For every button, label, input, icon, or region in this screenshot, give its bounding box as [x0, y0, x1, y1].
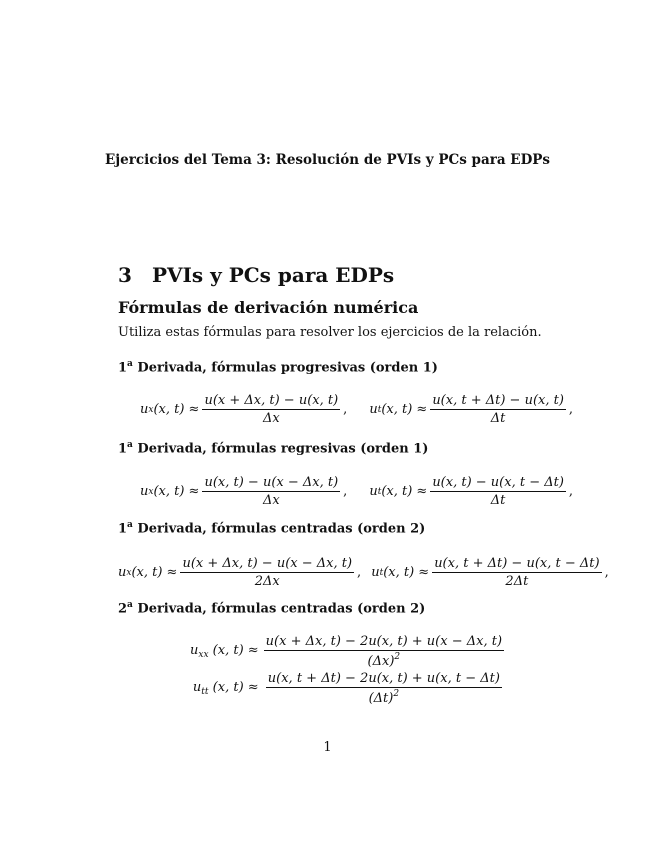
page-number: 1	[323, 740, 332, 755]
fraction-ux-central: $\frac{u(x + \Delta x, t) - u(x - \Delta x, t)}{2\Delta x}$	[182, 556, 353, 589]
intro-paragraph: Utiliza estas fórmulas para resolver los ejercicios de la relación.	[118, 325, 542, 340]
lhs-uxx: $u_{xx}$ (x, t) ≈	[190, 643, 259, 660]
document-title: Ejercicios del Tema 3: Resolución de PVIs y PCs para EDPs	[104, 152, 551, 168]
heading-first-derivative-central: 1$^a$ Derivada, fórmulas centradas (orden 2)	[118, 520, 426, 537]
formula-forward: u x (x, t) ≈ $\frac{u(x + \Delta x, t) - u(x, t)}{\Delta x}$ , u t (x, t) ≈ $\frac{u(x, t + \Delta t) - u(x, t)}{\Delta t}$ ,	[140, 393, 574, 426]
fraction-ut-forward: $\frac{u(x, t + \Delta t) - u(x, t)}{\Delta t}$	[432, 393, 564, 426]
heading-second-derivative-central: 2$^a$ Derivada, fórmulas centradas (orden 2)	[118, 600, 426, 617]
fraction-uxx: $\frac{u(x + \Delta x, t) - 2u(x, t) + u(x - \Delta x, t)}{(\Delta x)^2}$	[265, 634, 503, 669]
section-title: PVIs y PCs para EDPs	[152, 263, 395, 287]
subsection-heading: Fórmulas de derivación numérica	[118, 298, 419, 317]
fraction-ut-central: $\frac{u(x, t + \Delta t) - u(x, t - \Delta t)}{2\Delta t}$	[434, 556, 600, 589]
section-number: 3	[118, 263, 132, 287]
lhs-utt: $u_{tt}$ (x, t) ≈	[192, 680, 259, 697]
formula-central: u x (x, t) ≈ $\frac{u(x + \Delta x, t) - u(x - \Delta x, t)}{2\Delta x}$ , u t (x, t) ≈ $\frac{u(x, t + \Delta t) - u(x, t - \Delta t)}{2\Delta t}$ ,	[118, 556, 609, 589]
fraction-utt: $\frac{u(x, t + \Delta t) - 2u(x, t) + u(x, t - \Delta t)}{(\Delta t)^2}$	[267, 671, 500, 706]
formula-backward: u x (x, t) ≈ $\frac{u(x, t) - u(x - \Delta x, t)}{\Delta x}$ , u t (x, t) ≈ $\frac{u(x, t) - u(x, t - \Delta t)}{\Delta t}$ ,	[140, 475, 574, 508]
fraction-ux-forward: $\frac{u(x + \Delta x, t) - u(x, t)}{\Delta x}$	[204, 393, 339, 426]
heading-first-derivative-backward: 1$^a$ Derivada, fórmulas regresivas (orden 1)	[118, 440, 429, 457]
formula-second-derivative	[190, 634, 507, 706]
section-heading	[118, 263, 394, 287]
heading-first-derivative-forward: 1$^a$ Derivada, fórmulas progresivas (orden 1)	[118, 359, 438, 376]
fraction-ux-backward: $\frac{u(x, t) - u(x - \Delta x, t)}{\Delta x}$	[204, 475, 339, 508]
fraction-ut-backward: $\frac{u(x, t) - u(x, t - \Delta t)}{\Delta t}$	[432, 475, 564, 508]
